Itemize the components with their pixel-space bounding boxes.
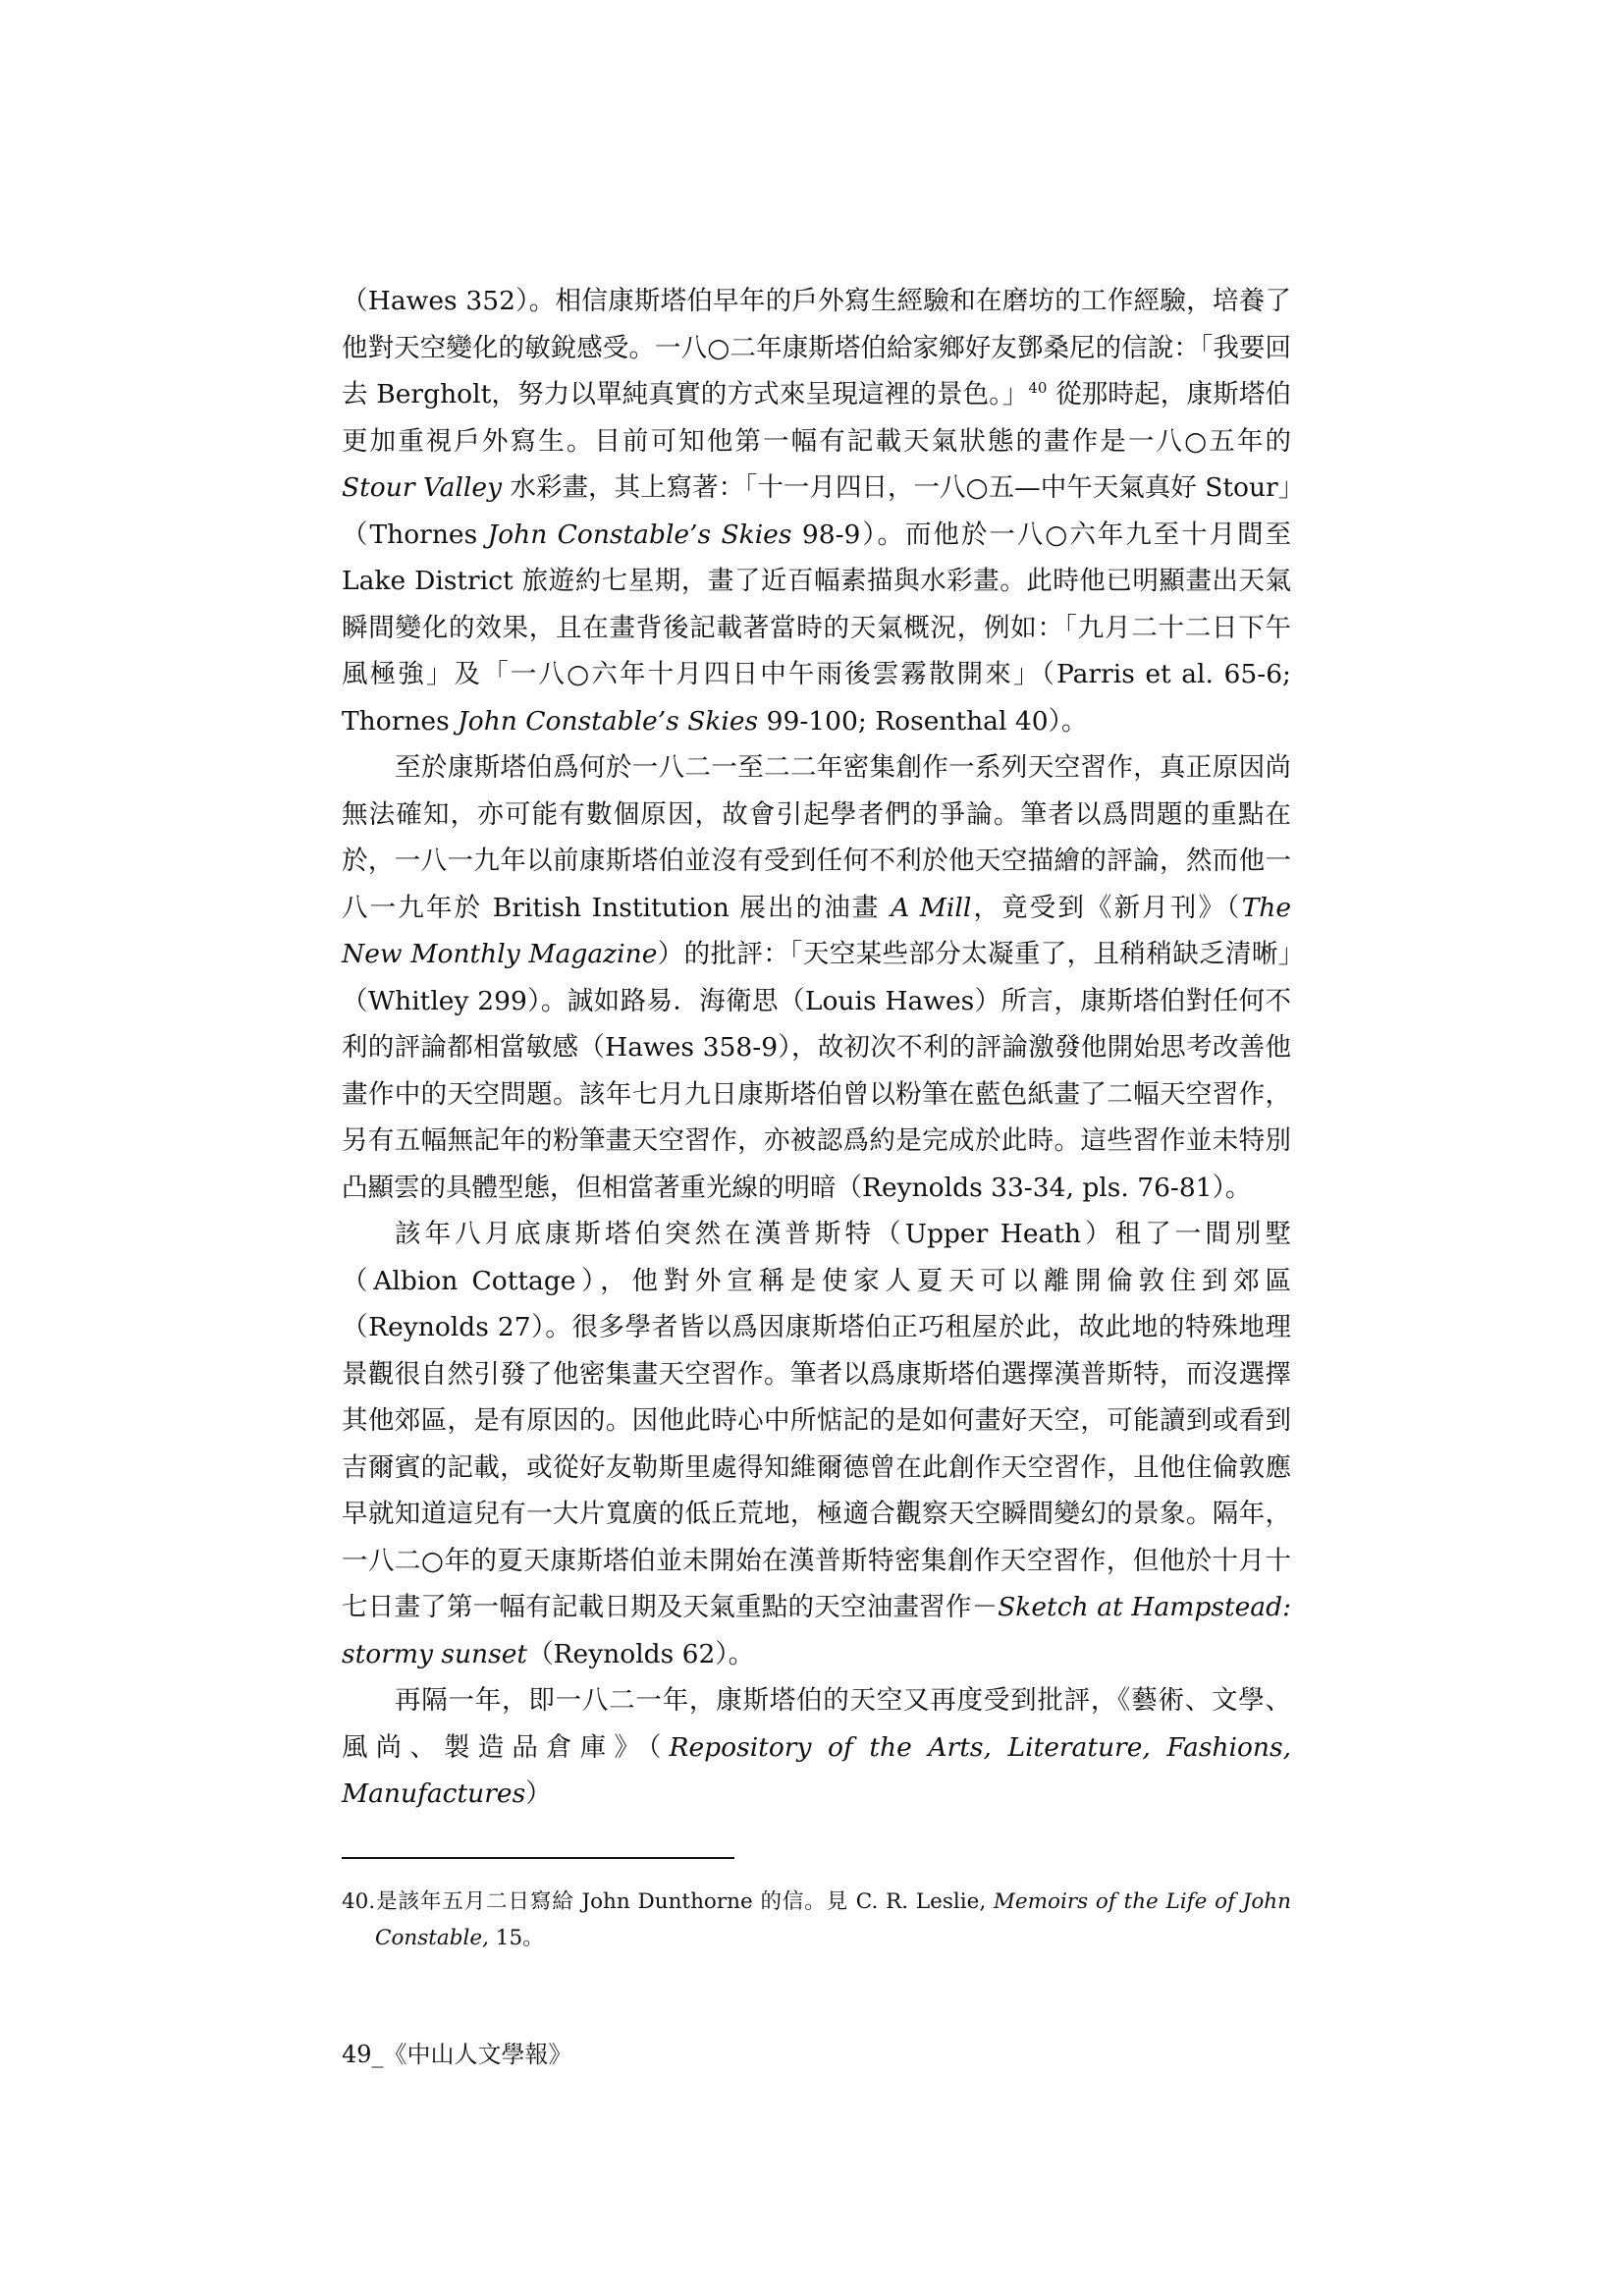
paragraph-1: （Hawes 352）。相信康斯塔伯早年的戶外寫生經驗和在磨坊的工作經驗，培養了他對天空變化的敏銳感受。一八○二年康斯塔伯給家鄉好友鄧桑尼的信說：「我要回去 Bergholt，努力以單純真實的方式來呈現這裡的景色。」$^{40}$ 從那時起，康斯塔伯更加重視戶外寫生。目前可知他第一幅有記載天氣狀態的畫作是一八○五年的 Stour Valley 水彩畫，其上寫著：「十一月四日，一八○五—中午天氣真好 Stour」（Thornes John Constable’s Skies 98-9）。而他於一八○六年九至十月間至 Lake District 旅遊約七星期，畫了近百幅素描與水彩畫。此時他已明顯畫出天氣瞬間變化的效果，且在畫背後記載著當時的天氣概況，例如：「九月二十二日下午風極強」及「一八○六年十月四日中午雨後雲霧散開來」（Parris et al. 65-6; Thornes John Constable’s Skies 99-100; Rosenthal 40）。 — [342, 286, 1291, 737]
body-text — [342, 278, 1291, 1818]
page-folio: 49_《中山人文學報》 — [342, 2041, 572, 2068]
paragraph-2: 至於康斯塔伯爲何於一八二一至二二年密集創作一系列天空習作，真正原因尚無法確知，亦可能有數個原因，故會引起學者們的爭論。筆者以爲問題的重點在於，一八一九年以前康斯塔伯並沒有受到任何不利於他天空描繪的評論，然而他一八一九年於 British Institution 展出的油畫 A Mill，竟受到《新月刊》（The New Monthly Magazine）的批評：「天空某些部分太凝重了，且稍稍缺乏清晰」（Whitley 299）。誠如路易．海衛思（Louis Hawes）所言，康斯塔伯對任何不利的評論都相當敏感（Hawes 358-9），故初次不利的評論激發他開始思考改善他畫作中的天空問題。該年七月九日康斯塔伯曾以粉筆在藍色紙畫了二幅天空習作，另有五幅無記年的粉筆畫天空習作，亦被認爲約是完成於此時。這些習作並未特別凸顯雲的具體型態，但相當著重光線的明暗（Reynolds 33-34, pls. 76-81）。 — [342, 752, 1292, 1203]
footnote-rule — [342, 1857, 734, 1859]
footnote-40: 40.是該年五月二日寫給 John Dunthorne 的信。見 C. R. Leslie, Memoirs of the Life of John Constable, 15。 — [342, 1889, 1291, 1950]
footnote-ref-40[interactable]: 40 — [1028, 379, 1048, 397]
paragraph-4: 再隔一年，即一八二一年，康斯塔伯的天空又再度受到批評，《藝術、文學、風尚、製造品倉庫》（Repository of the Arts, Literature, Fashions, Manufactures） — [342, 1685, 1292, 1809]
paragraph-3: 該年八月底康斯塔伯突然在漢普斯特（Upper Heath）租了一間別墅（Albion Cottage），他對外宣稱是使家人夏天可以離開倫敦住到郊區（Reynolds 27）。很多學者皆以爲因康斯塔伯正巧租屋於此，故此地的特殊地理景觀很自然引發了他密集畫天空習作。筆者以爲康斯塔伯選擇漢普斯特，而沒選擇其他郊區，是有原因的。因他此時心中所惦記的是如何畫好天空，可能讀到或看到吉爾賓的記載，或從好友勒斯里處得知維爾德曾在此創作天空習作，且他住倫敦應早就知道這兒有一大片寬廣的低丘荒地，極適合觀察天空瞬間變幻的景象。隔年，一八二○年的夏天康斯塔伯並未開始在漢普斯特密集創作天空習作，但他於十月十七日畫了第一幅有記載日期及天氣重點的天空油畫習作－Sketch at Hampstead: stormy sunset（Reynolds 62）。 — [342, 1219, 1291, 1669]
